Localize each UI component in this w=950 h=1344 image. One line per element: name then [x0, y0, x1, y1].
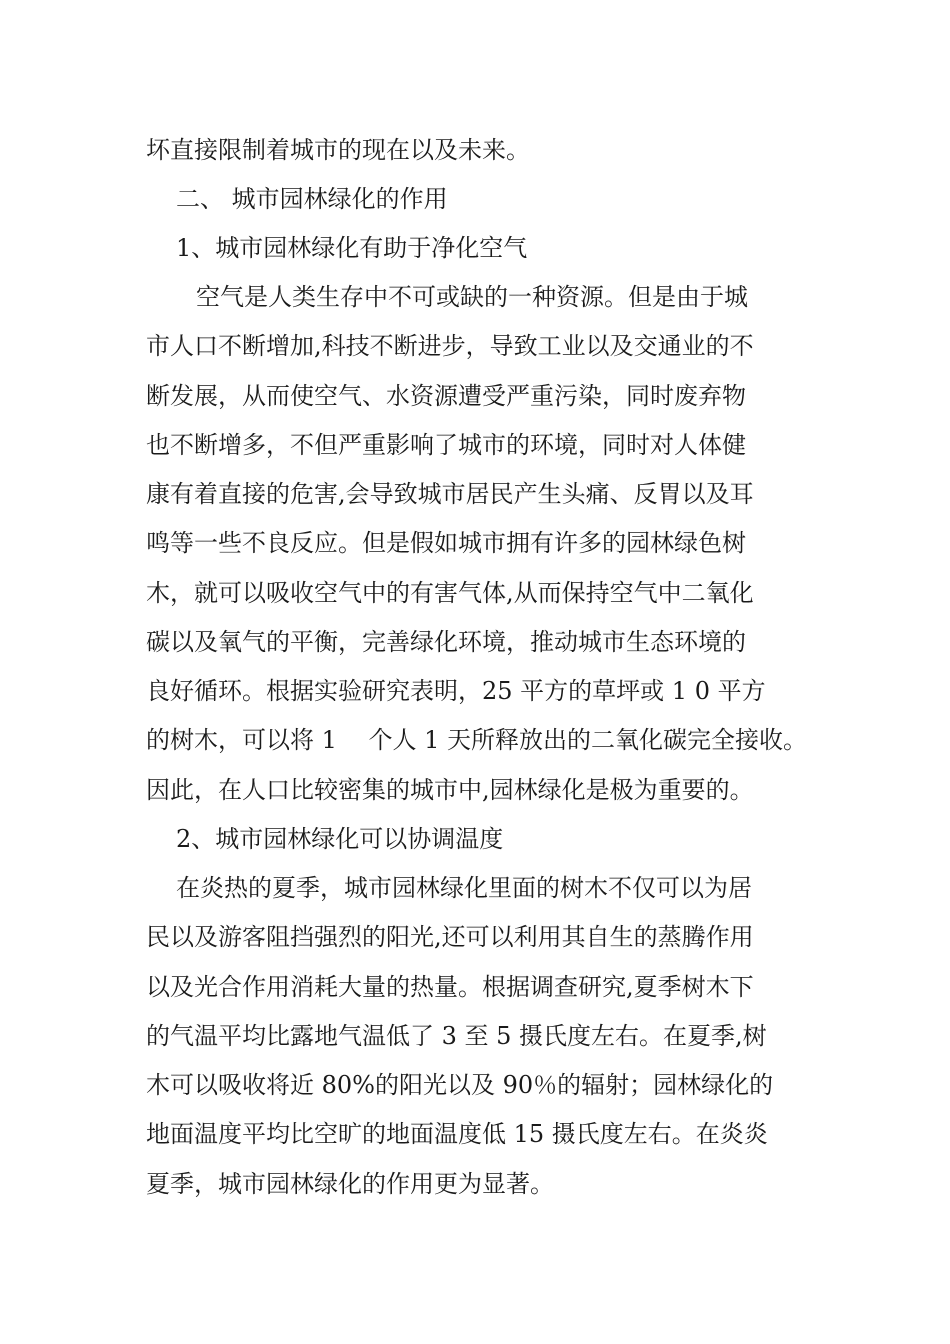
- body-text-line: 碳以及氧气的平衡，完善绿化环境，推动城市生态环境的: [146, 628, 746, 656]
- body-text-line: 断发展，从而使空气、水资源遭受严重污染，同时废弃物: [146, 382, 746, 410]
- body-text-line: 木，就可以吸收空气中的有害气体,从而保持空气中二氧化: [146, 579, 754, 607]
- body-text-line: 木可以吸收将近 80%的阳光以及 90％的辐射；园林绿化的: [146, 1071, 774, 1099]
- paragraph-first-line: 空气是人类生存中不可或缺的一种资源。但是由于城: [196, 283, 748, 311]
- body-text-line: 也不断增多，不但严重影响了城市的环境，同时对人体健: [146, 431, 746, 459]
- section-heading: 二、 城市园林绿化的作用: [176, 185, 448, 213]
- body-text-line: 康有着直接的危害,会导致城市居民产生头痛、反胃以及耳: [146, 480, 754, 508]
- body-text-line: 鸣等一些不良反应。但是假如城市拥有许多的园林绿色树: [146, 529, 746, 557]
- subsection-heading: 1、城市园林绿化有助于净化空气: [176, 234, 528, 262]
- body-text-line: 良好循环。根据实验研究表明，25 平方的草坪或 1 0 平方: [146, 677, 766, 705]
- body-text-line: 的气温平均比露地气温低了 3 至 5 摄氏度左右。在夏季,树: [146, 1022, 767, 1050]
- body-text-line: 的树木，可以将 1 个人 1 天所释放出的二氧化碳完全接收。: [146, 726, 808, 754]
- body-text-line: 地面温度平均比空旷的地面温度低 15 摄氏度左右。在炎炎: [146, 1120, 768, 1148]
- body-text-line: 市人口不断增加,科技不断进步，导致工业以及交通业的不: [146, 332, 754, 360]
- body-text-line: 坏直接限制着城市的现在以及未来。: [146, 136, 530, 164]
- subsection-heading: 2、城市园林绿化可以协调温度: [176, 825, 504, 853]
- body-text-line: 因此，在人口比较密集的城市中,园林绿化是极为重要的。: [146, 776, 754, 804]
- body-text-line: 民以及游客阻挡强烈的阳光,还可以利用其自生的蒸腾作用: [146, 923, 754, 951]
- body-text-line: 夏季，城市园林绿化的作用更为显著。: [146, 1170, 554, 1198]
- paragraph-first-line: 在炎热的夏季，城市园林绿化里面的树木不仅可以为居: [176, 874, 752, 902]
- body-text-line: 以及光合作用消耗大量的热量。根据调查研究,夏季树木下: [146, 973, 754, 1001]
